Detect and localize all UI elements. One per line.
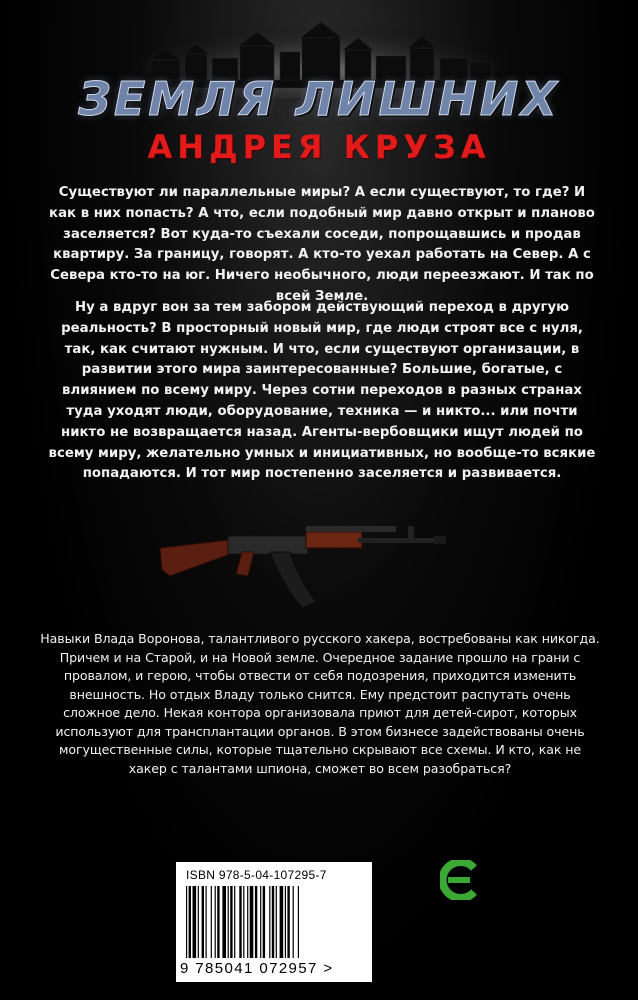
barcode-bar xyxy=(189,886,191,958)
barcode-bar xyxy=(263,886,265,958)
blurb-paragraph-3: Навыки Влада Воронова, талантливого русского хакера, востребованы как никогда. Причем и на Старой, и на Новой земле. Очередное задание прошло на грани с провалом, и герою, чтобы отвести от себя подозрения, приходится изменить внешность. Но отдых Владу только снится. Ему предстоит распутать очень сложное дело. Некая контора организовала приют для детей-сирот, которых используют для трансплантации органов. В этом бизнесе задействованы очень могущественные силы, которые тщательно скрывают все схемы. И кто, как не хакер с талантами шпиона, сможет во всем разобраться? xyxy=(40,631,600,776)
barcode-bar xyxy=(211,886,212,958)
rifle-illustration xyxy=(158,518,448,618)
barcode-bar xyxy=(260,886,261,958)
barcode-box xyxy=(176,862,372,982)
barcode-bar xyxy=(217,886,219,958)
barcode-bar xyxy=(287,886,289,958)
barcode-bar xyxy=(243,886,244,958)
barcode-bar xyxy=(285,886,286,958)
author-name: АНДРЕЯ КРУЗА xyxy=(147,128,491,166)
barcode-digits: 9 785041 072957 > xyxy=(180,960,334,977)
barcode-bar xyxy=(255,886,257,958)
barcode-bar xyxy=(293,886,294,958)
barcode-bar xyxy=(269,886,270,958)
barcode-bar xyxy=(202,886,204,958)
barcode-bar xyxy=(298,886,299,958)
barcode-bar xyxy=(272,886,274,958)
blurb-paragraph-1: Существуют ли параллельные миры? А если существуют, то где? И как в них попасть? А что, если подобный мир давно открыт и планово заселяется? Вот куда-то съехали соседи, попрощавшись и продав квартиру. За границу, говорят. А кто-то уехал работать на Север. А с Севера кто-то на юг. Ничего необычного, люди переезжают. И так по всей Земле. xyxy=(49,185,595,304)
eksmo-logo-icon xyxy=(440,860,480,900)
barcode-bar xyxy=(280,886,284,958)
barcode-bar xyxy=(250,886,254,958)
barcode-bar xyxy=(230,886,232,958)
blurb-paragraph-2: Ну а вдруг вон за тем забором действующий переход в другую реальность? В просторный новый мир, где люди строят все с нуля, так, как считают нужным. И что, если существуют организации, в развитии этого мира заинтересованные? Большие, богатые, с влиянием по всему миру. Через сотни переходов в разных странах туда уходят люди, оборудование, техника — и никто... или почти никто не возвращается назад. Агенты-вербовщики ищут людей по всему миру, желательно умных и инициативных, но вообще-то всякие попадаются. И тот мир постепенно заселяется и развивается. xyxy=(48,300,596,482)
series-title: ЗЕМЛЯ ЛИШНИХ xyxy=(78,72,560,126)
barcode-bar xyxy=(276,886,277,958)
barcode-bars xyxy=(186,886,362,958)
barcode-bar xyxy=(247,886,248,958)
barcode-bar xyxy=(186,886,187,958)
barcode-bar xyxy=(234,886,235,958)
barcode-bar xyxy=(206,886,207,958)
isbn-label: ISBN 978-5-04-107295-7 xyxy=(186,868,327,882)
barcode-bar xyxy=(215,886,216,958)
barcode-bar xyxy=(222,886,226,958)
barcode-bar xyxy=(198,886,199,958)
barcode-bar xyxy=(228,886,229,958)
barcode-bar xyxy=(239,886,241,958)
barcode-bar xyxy=(193,886,197,958)
